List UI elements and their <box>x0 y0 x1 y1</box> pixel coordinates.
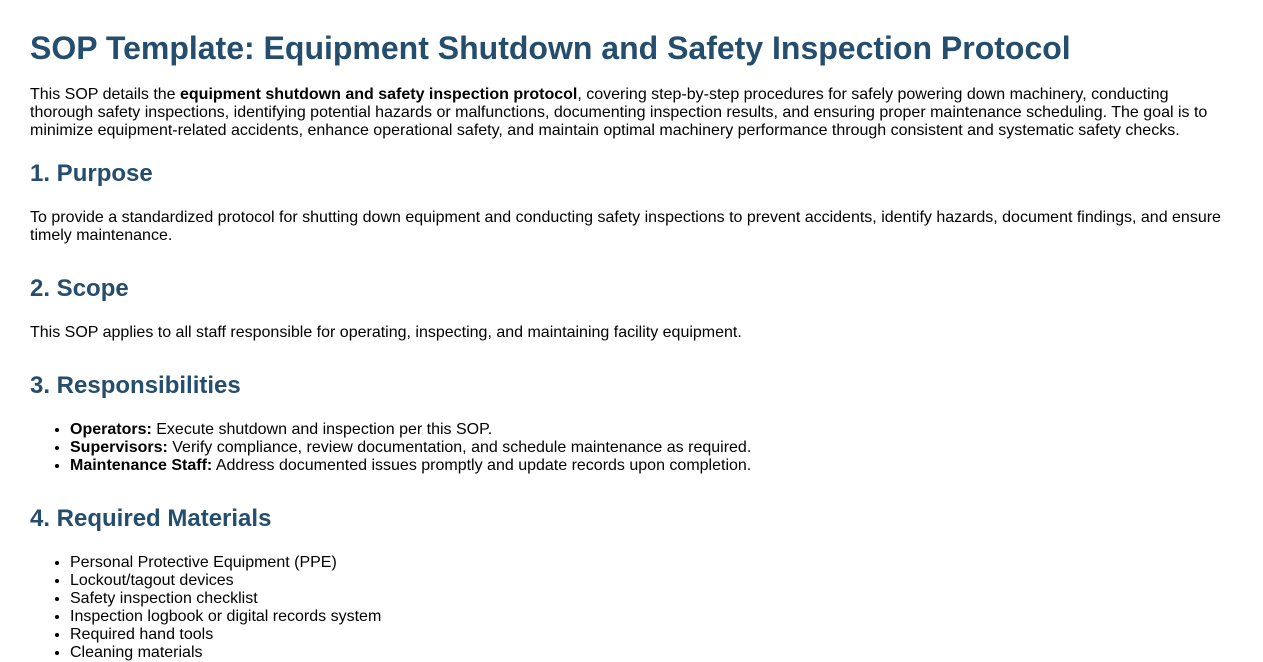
intro-text-start: This SOP details the <box>30 86 180 103</box>
scope-text: This SOP applies to all staff responsible for operating, inspecting, and maintaining facility equipment. <box>30 324 742 341</box>
list-item <box>70 421 1233 439</box>
list-item: • Required hand tools <box>70 626 1233 644</box>
responsibilities-list <box>30 421 1233 475</box>
role-label: Operators: <box>70 421 152 438</box>
list-item: • Cleaning materials <box>70 644 1233 662</box>
list-item <box>70 457 1233 475</box>
role-description: Execute shutdown and inspection per this SOP. <box>151 421 493 438</box>
intro-text-end: , covering step-by-step procedures for safely powering down machinery, conducting thorough safety inspections, identifying potential hazards or malfunctions, documenting inspection results, and ensuring proper maintenance scheduling. The goal is to minimize equipment-related accidents, enhance operational safety, and maintain optimal machinery performance through consistent and systematic safety checks. <box>30 86 1208 139</box>
intro-paragraph <box>30 86 1233 140</box>
materials-list <box>30 554 1233 662</box>
list-item: • Lockout/tagout devices <box>70 572 1233 590</box>
purpose-heading: 1. Purpose <box>30 160 153 187</box>
role-label: Maintenance Staff: <box>70 457 213 474</box>
responsibilities-heading: 3. Responsibilities <box>30 372 241 399</box>
intro-bold-text: equipment shutdown and safety inspection protocol <box>180 86 578 103</box>
role-label: Supervisors: <box>70 439 168 456</box>
list-item: • Inspection logbook or digital records system <box>70 608 1233 626</box>
purpose-text: To provide a standardized protocol for shutting down equipment and conducting safety inspections to prevent accidents, identify hazards, document findings, and ensure timely maintenance. <box>30 209 1221 244</box>
list-item <box>70 439 1233 457</box>
role-description: Verify compliance, review documentation, and schedule maintenance as required. <box>167 439 752 456</box>
scope-heading: 2. Scope <box>30 275 129 302</box>
materials-heading: 4. Required Materials <box>30 505 272 532</box>
list-item: • Safety inspection checklist <box>70 590 1233 608</box>
list-item: • Personal Protective Equipment (PPE) <box>70 554 1233 572</box>
role-description: Address documented issues promptly and update records upon completion. <box>212 457 752 474</box>
page-title: SOP Template: Equipment Shutdown and Safety Inspection Protocol <box>30 30 1071 66</box>
